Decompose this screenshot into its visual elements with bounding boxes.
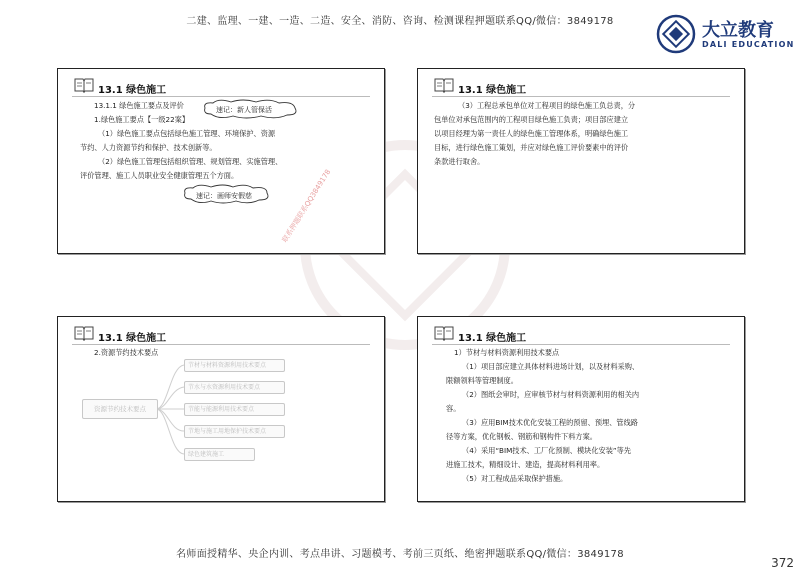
text-line: 容。	[446, 404, 461, 413]
text-line: 节约、人力资源节约和保护、技术创新等。	[80, 143, 217, 152]
slide-title: 13.1 绿色施工	[458, 85, 527, 96]
title-divider	[432, 344, 730, 345]
slide-2	[417, 68, 745, 254]
slide-title: 13.1 绿色施工	[98, 333, 167, 344]
text-line: 目标，进行绿色施工策划，并应对绿色施工评价要素中的评价	[434, 143, 629, 152]
logo-subtitle: DALI EDUCATION	[702, 40, 795, 49]
mindmap-node: 节材与材料资源利用技术要点	[184, 359, 285, 372]
text-line: 1）节材与材料资源利用技术要点	[454, 348, 560, 357]
logo-emblem-icon	[656, 14, 696, 54]
brand-logo	[656, 14, 796, 58]
memory-tip-bubble: 速记：画师安假慈	[196, 192, 252, 200]
text-line: 包单位对承包范围内的工程项目绿色施工负责；项目部应建立	[434, 115, 629, 124]
slide-title: 13.1 绿色施工	[98, 85, 167, 96]
text-line: （2）绿色施工管理包括组织管理、规划管理、实施管理、	[98, 157, 283, 166]
slide-title: 13.1 绿色施工	[458, 333, 527, 344]
text-line: 条款进行取舍。	[434, 157, 485, 166]
text-line: （3）工程总承包单位对工程项目的绿色施工负总责，分	[458, 101, 636, 110]
text-line: （2）图纸会审时，应审核节材与材料资源利用的相关内	[462, 390, 640, 399]
text-line: 评价管理、施工人员职业安全健康管理五个方面。	[80, 171, 239, 180]
logo-name: 大立教育	[702, 20, 774, 41]
memory-tip-bubble: 速记：新人管保活	[216, 106, 272, 114]
mindmap-center-node: 资源节约技术要点	[82, 399, 158, 419]
text-line: （1）绿色施工要点包括绿色施工管理、环境保护、资源	[98, 129, 276, 138]
text-line: 限额领料等管理制度。	[446, 376, 518, 385]
book-icon	[434, 77, 454, 93]
page-number: 372	[771, 556, 794, 570]
text-line: （1）项目部应建立具体材料进场计划，以及材料采购、	[462, 362, 640, 371]
text-line: （5）对工程成品采取保护措施。	[462, 474, 568, 483]
book-icon	[434, 325, 454, 341]
mindmap-node: 节地与施工用地保护技术要点	[184, 425, 285, 438]
mindmap-node: 绿色建筑施工	[184, 448, 255, 461]
book-icon	[74, 77, 94, 93]
slide-watermark: 联系押题联系QQ3849178	[280, 168, 333, 244]
text-line: 1.绿色施工要点【一级22案】	[94, 115, 190, 124]
text-line: （4）采用“BIM技术、工厂化预制、模块化安装”等先	[462, 446, 632, 455]
text-line: （3）应用BIM技术优化安装工程的预留、预埋、管线路	[462, 418, 638, 427]
slide-subtitle: 2.资源节约技术要点	[94, 348, 159, 357]
header-contact-text: 二建、监理、一建、一造、二造、安全、消防、咨询、检测课程押题联系QQ/微信：3849178	[186, 16, 614, 27]
mindmap-node: 节能与能源利用技术要点	[184, 403, 285, 416]
title-divider	[72, 96, 370, 97]
text-line: 径等方案，优化钢板、钢筋和钢构件下料方案。	[446, 432, 597, 441]
text-line: 进施工技术，精细设计、建造，提高材料利用率。	[446, 460, 605, 469]
slide-4	[417, 316, 745, 502]
slide-1	[57, 68, 385, 254]
text-line: 以项目经理为第一责任人的绿色施工管理体系，明确绿色施工	[434, 129, 629, 138]
mindmap-node: 节水与水资源利用技术要点	[184, 381, 285, 394]
slide-3	[57, 316, 385, 502]
text-line: 13.1.1 绿色施工要点及评价	[94, 101, 184, 110]
title-divider	[432, 96, 730, 97]
footer-contact-text: 名师面授精华、央企内训、考点串讲、习题模考、考前三页纸、绝密押题联系QQ/微信：3849178	[176, 549, 624, 560]
